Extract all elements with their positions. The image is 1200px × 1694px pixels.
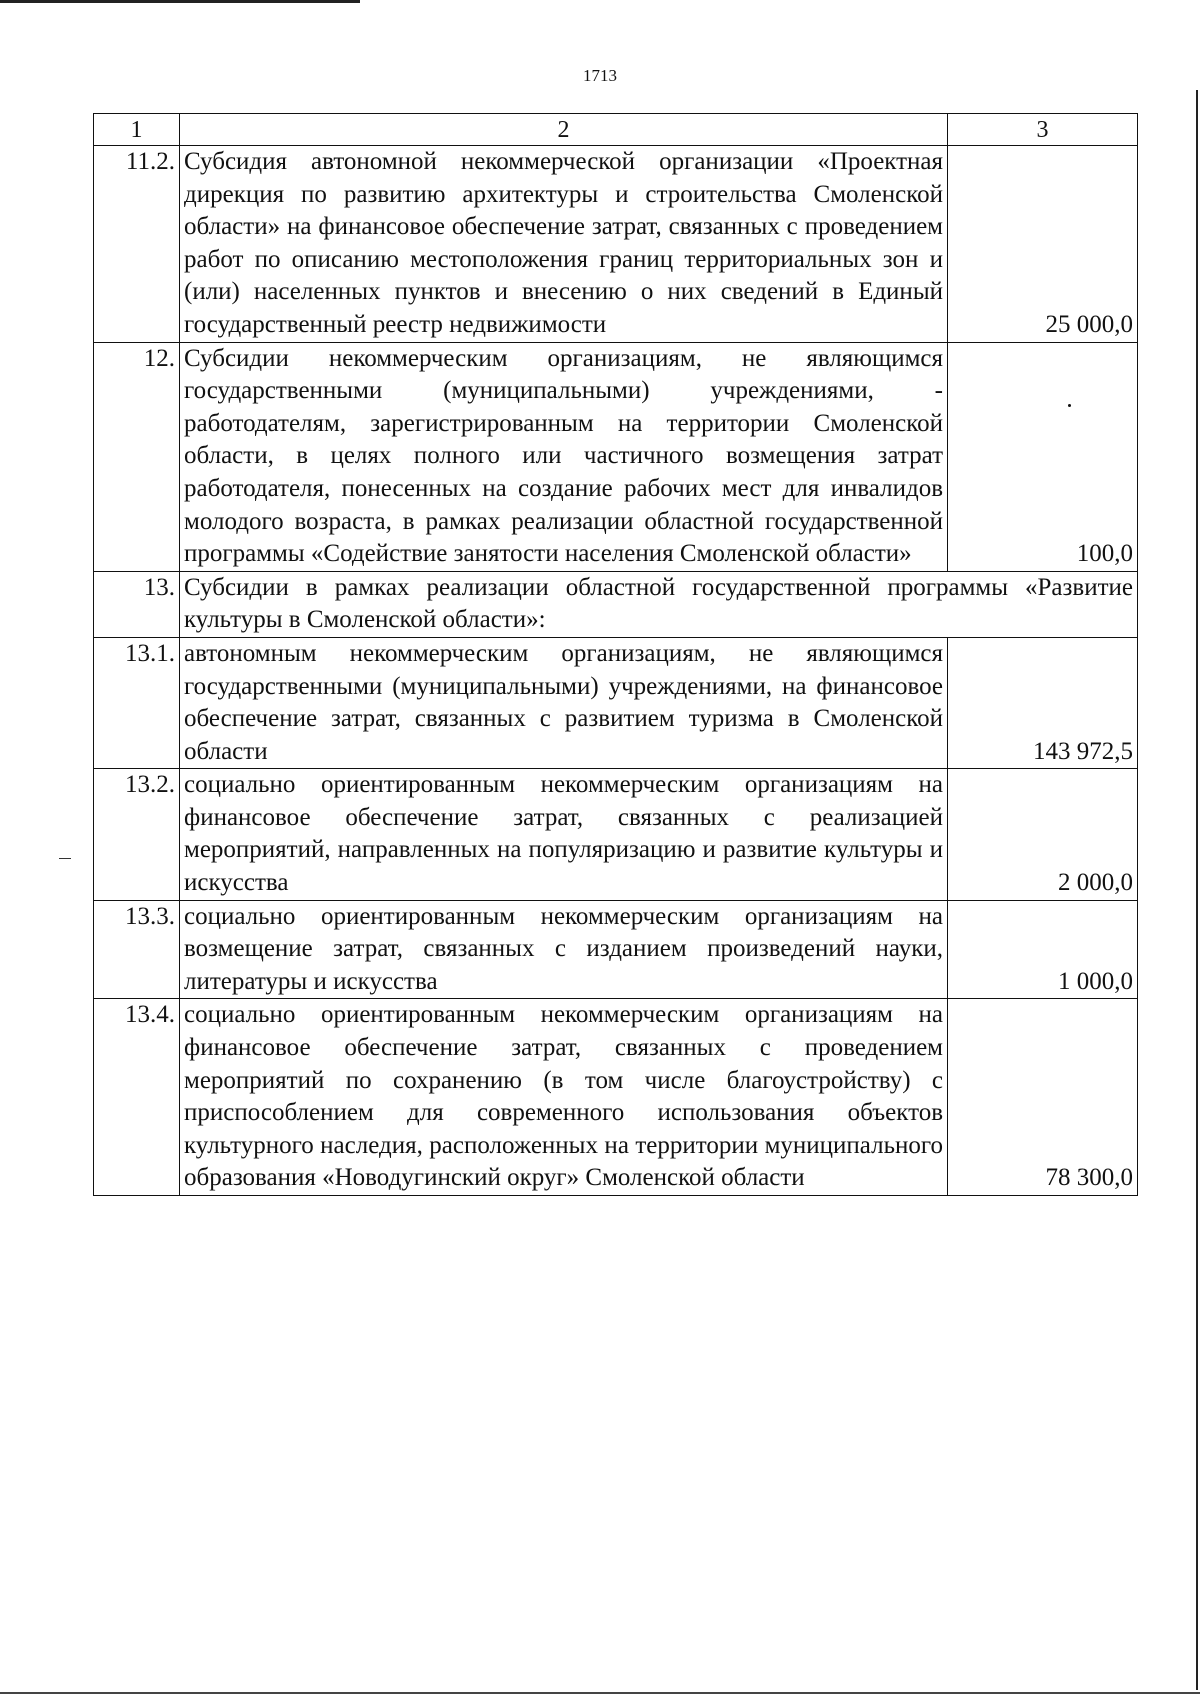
table-row	[94, 637, 1138, 768]
row-number: 13.1.	[94, 637, 180, 768]
scan-edge-top	[0, 0, 360, 3]
table-row	[94, 769, 1138, 900]
row-description: автономным некоммерческим организациям, не являющимся государственными (муниципальными) учреждениями, на финансовое обеспечение затрат, связанных с развитием туризма в Смоленской области	[180, 637, 948, 768]
table-row	[94, 999, 1138, 1196]
row-description: Субсидии некоммерческим организациям, не являющимся государственными (муниципальными) учреждениями, - работодателям, зарегистрированным на территории Смоленской области, в целях полного или частичного возмещения затрат работодателя, понесенных на создание рабочих мест для инвалидов молодого возраста, в рамках реализации областной государственной программы «Содействие занятости населения Смоленской области»	[180, 342, 948, 571]
table-row	[94, 342, 1138, 571]
row-number: 11.2.	[94, 146, 180, 343]
column-header: 2	[180, 114, 948, 146]
row-description: социально ориентированным некоммерческим организациям на возмещение затрат, связанных с изданием произведений науки, литературы и искусства	[180, 900, 948, 999]
page-number: 1713	[583, 66, 617, 85]
row-amount: 100,0	[948, 342, 1138, 571]
column-header: 3	[948, 114, 1138, 146]
row-amount: 25 000,0	[948, 146, 1138, 343]
scan-artifact-dash	[59, 858, 71, 859]
column-header: 1	[94, 114, 180, 146]
row-number: 13.4.	[94, 999, 180, 1196]
row-amount: 78 300,0	[948, 999, 1138, 1196]
row-number: 13.3.	[94, 900, 180, 999]
table-row	[94, 571, 1138, 637]
row-description: социально ориентированным некоммерческим организациям на финансовое обеспечение затрат, связанных с проведением мероприятий по сохранению (в том числе благоустройству) с приспособлением для современного использования объектов культурного наследия, расположенных на территории муниципального образования «Новодугинский округ» Смоленской области	[180, 999, 948, 1196]
table-row	[94, 146, 1138, 343]
scan-edge-right	[1196, 90, 1198, 1690]
row-description: Субсидии в рамках реализации областной государственной программы «Развитие культуры в Смоленской области»:	[180, 571, 1138, 637]
row-number: 13.	[94, 571, 180, 637]
table-header-row	[94, 114, 1138, 146]
row-number: 13.2.	[94, 769, 180, 900]
row-number: 12.	[94, 342, 180, 571]
row-amount: 1 000,0	[948, 900, 1138, 999]
row-description: Субсидия автономной некоммерческой организации «Проектная дирекция по развитию архитектуры и строительства Смоленской области» на финансовое обеспечение затрат, связанных с проведением работ по описанию местоположения границ территориальных зон и (или) населенных пунктов и внесению о них сведений в Единый государственный реестр недвижимости	[180, 146, 948, 343]
row-amount: 143 972,5	[948, 637, 1138, 768]
row-amount: 2 000,0	[948, 769, 1138, 900]
table-row	[94, 900, 1138, 999]
budget-table	[93, 113, 1138, 1196]
row-description: социально ориентированным некоммерческим организациям на финансовое обеспечение затрат, связанных с реализацией мероприятий, направленных на популяризацию и развитие культуры и искусства	[180, 769, 948, 900]
